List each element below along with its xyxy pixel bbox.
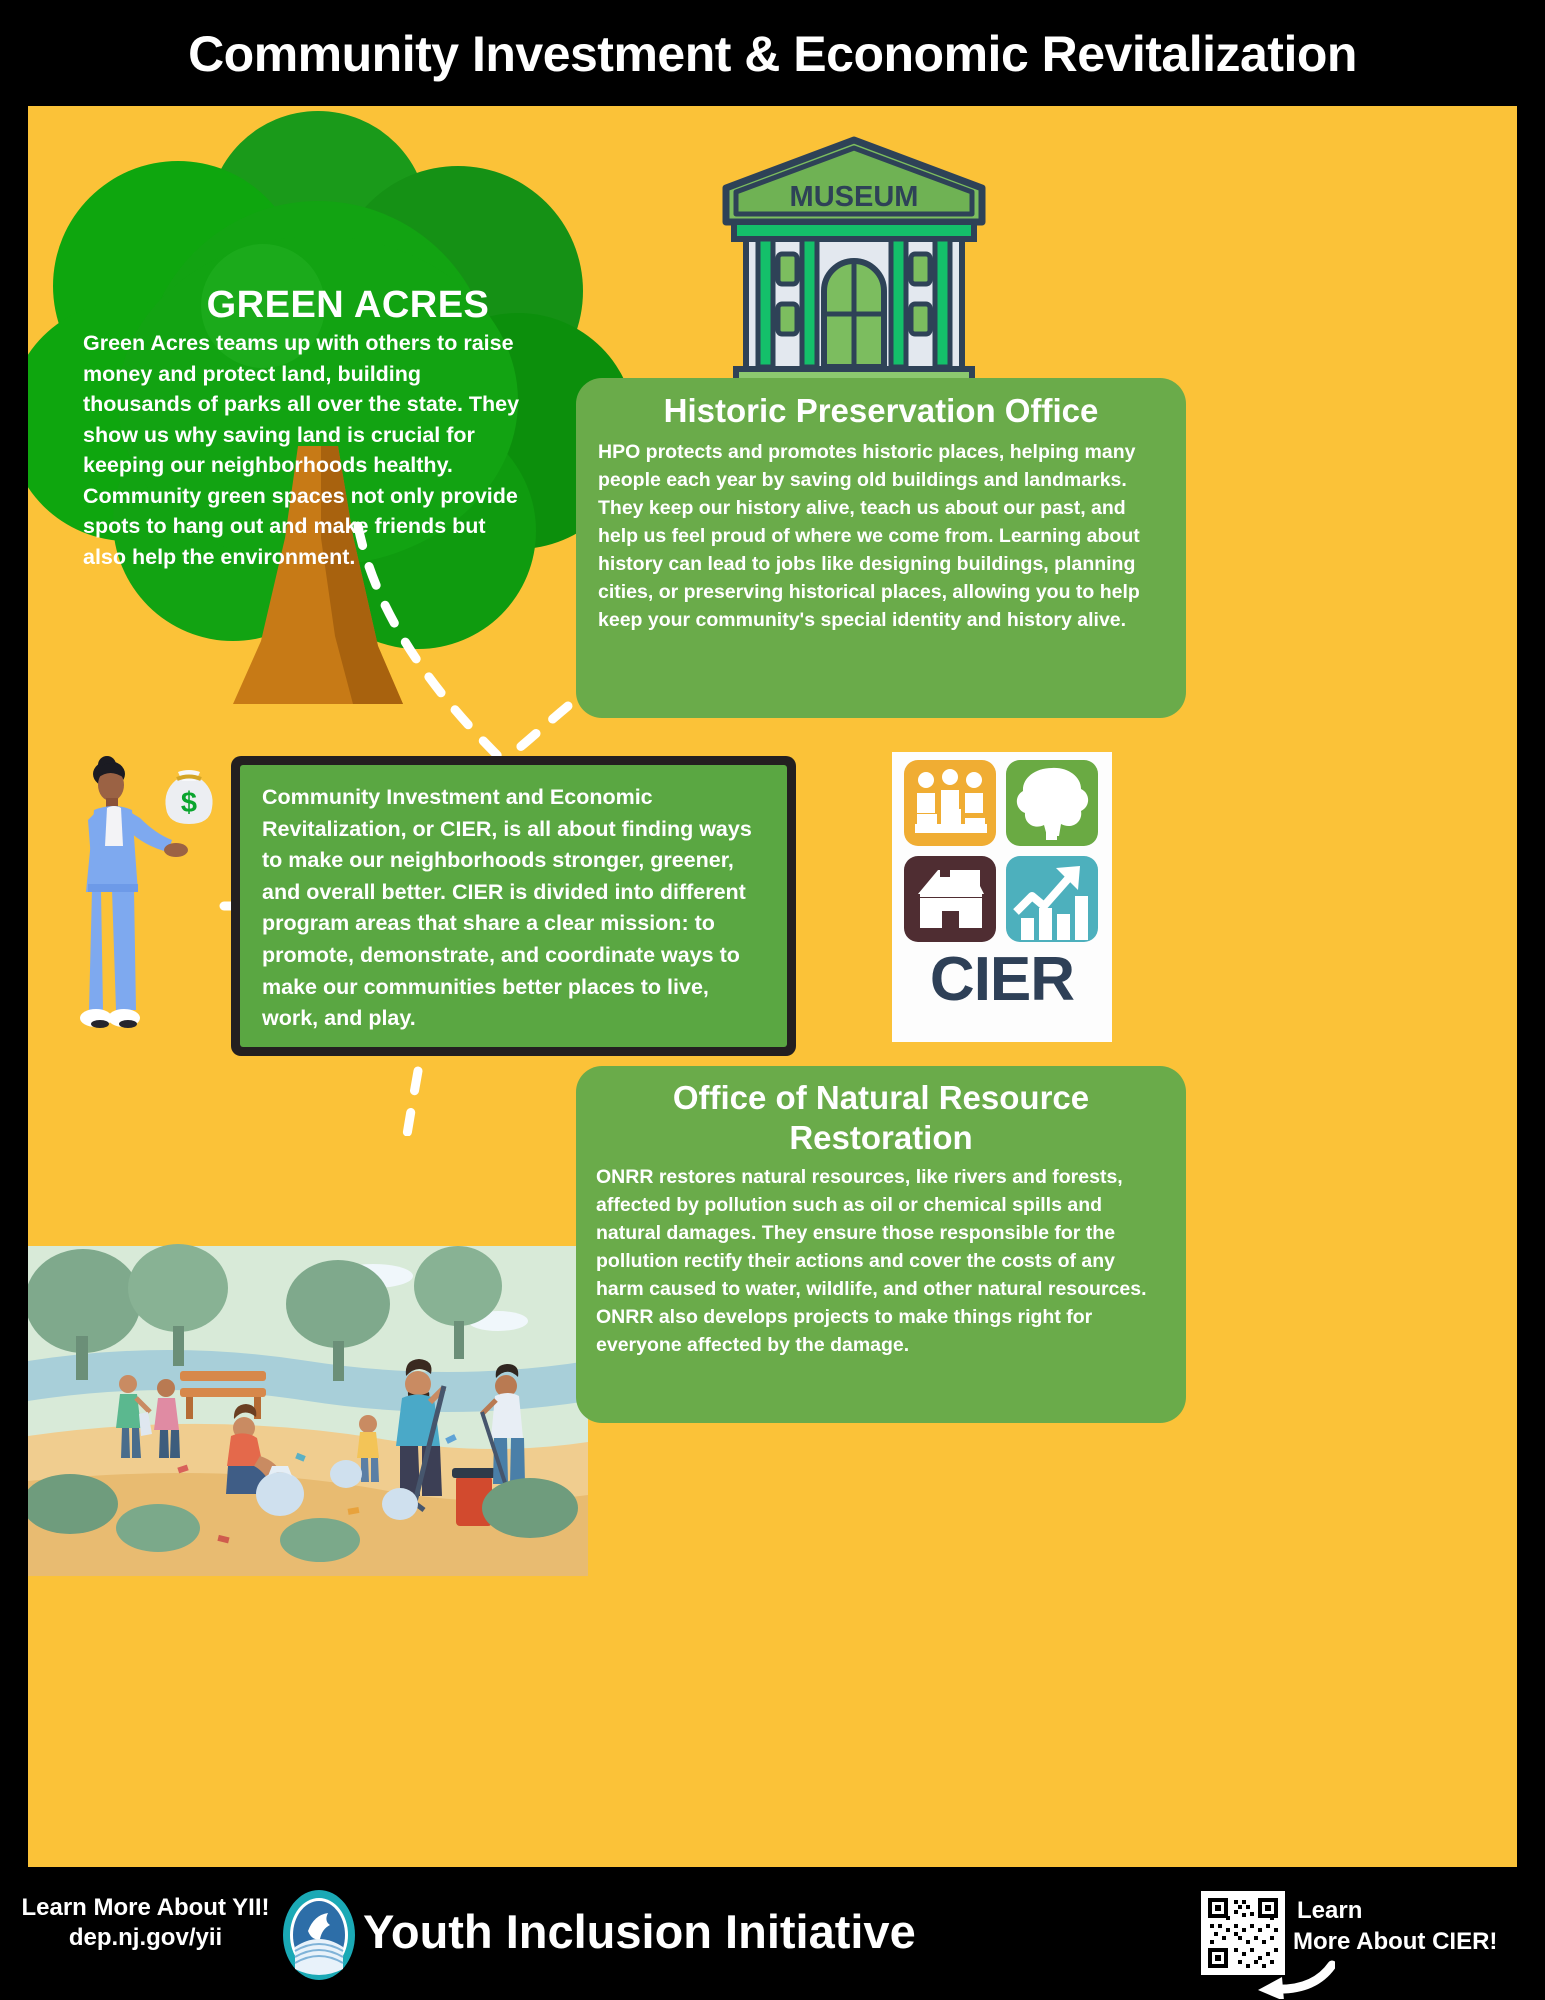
cier-logo-tiles — [904, 760, 1100, 945]
card-office-of-natural-resource-restoration — [576, 1066, 1186, 1423]
cier-logo — [892, 752, 1112, 1042]
museum-building-illustration — [714, 126, 994, 416]
cier-overview-inner — [240, 765, 787, 1047]
card-historic-preservation-office — [576, 378, 1186, 718]
growth-chart-icon — [1006, 856, 1098, 942]
footer-learn-more-cier — [1293, 1895, 1538, 1957]
yii-seal-logo — [282, 1889, 356, 1981]
people-podium-icon — [904, 760, 996, 846]
poster-footer — [0, 1867, 1545, 2000]
footer-cier-line1: Learn — [1297, 1897, 1363, 1924]
onrr-title: Office of Natural Resource Restoration — [672, 1079, 1090, 1157]
curved-arrow-icon — [1240, 1959, 1335, 1999]
footer-learn-more-yii — [18, 1893, 273, 1953]
footer-cier-line2: More About CIER! — [1293, 1928, 1498, 1956]
park-cleanup-illustration — [28, 1136, 588, 1576]
svg-text:$: $ — [180, 787, 198, 819]
tree-icon — [1006, 760, 1098, 846]
green-acres-body: Green Acres teams up with others to raise money and protect land, building thousands of parks all over the state. They show us why saving land is crucial for keeping our neighborhoods healthy. Community green spaces not only provide spots to hang out and make friends but also help the environment. — [83, 331, 520, 569]
footer-yii-line1: Learn More About YII! — [21, 1894, 270, 1921]
museum-sign-label: MUSEUM — [789, 181, 919, 213]
green-acres-title: GREEN ACRES — [206, 284, 490, 326]
footer-program-title: Youth Inclusion Initiative — [363, 1905, 916, 1958]
footer-yii-url[interactable]: dep.nj.gov/yii — [68, 1924, 223, 1951]
card-cier-overview — [231, 756, 796, 1056]
onrr-body: ONRR restores natural resources, like rivers and forests, affected by pollution such as oil or chemical spills and natural damages. They ensure those responsible for the pollution rectify their actions and cover the costs of any harm caused to water, wildlife, and other natural resources. ONRR also develops projects to make things right for everyone affected by the damage. — [596, 1165, 1147, 1356]
poster-canvas — [28, 106, 1517, 1867]
poster-header — [0, 0, 1545, 108]
cier-wordmark: CIER — [929, 945, 1075, 1014]
hpo-body: HPO protects and promotes historic places, helping many people each year by saving old buildings and landmarks. They keep our history alive, teach us about our past, and help us feel proud of where we come from. Learning about history can lead to jobs like designing buildings, planning cities, or preserving historical places, allowing you to help keep your community's special identity and history alive. — [598, 440, 1140, 632]
page-title: Community Investment & Economic Revitalization — [188, 26, 1357, 82]
house-icon — [904, 856, 996, 942]
cier-overview-body: Community Investment and Economic Revitalization, or CIER, is all about finding ways to make our neighborhoods stronger, greener, and overall better. CIER is divided into different program areas that share a clear mission: to promote, demonstrate, and coordinate ways to make our communities better places to live, work, and play. — [262, 785, 752, 1031]
hpo-title: Historic Preservation Office — [663, 392, 1099, 429]
money-bag-icon — [158, 766, 220, 828]
